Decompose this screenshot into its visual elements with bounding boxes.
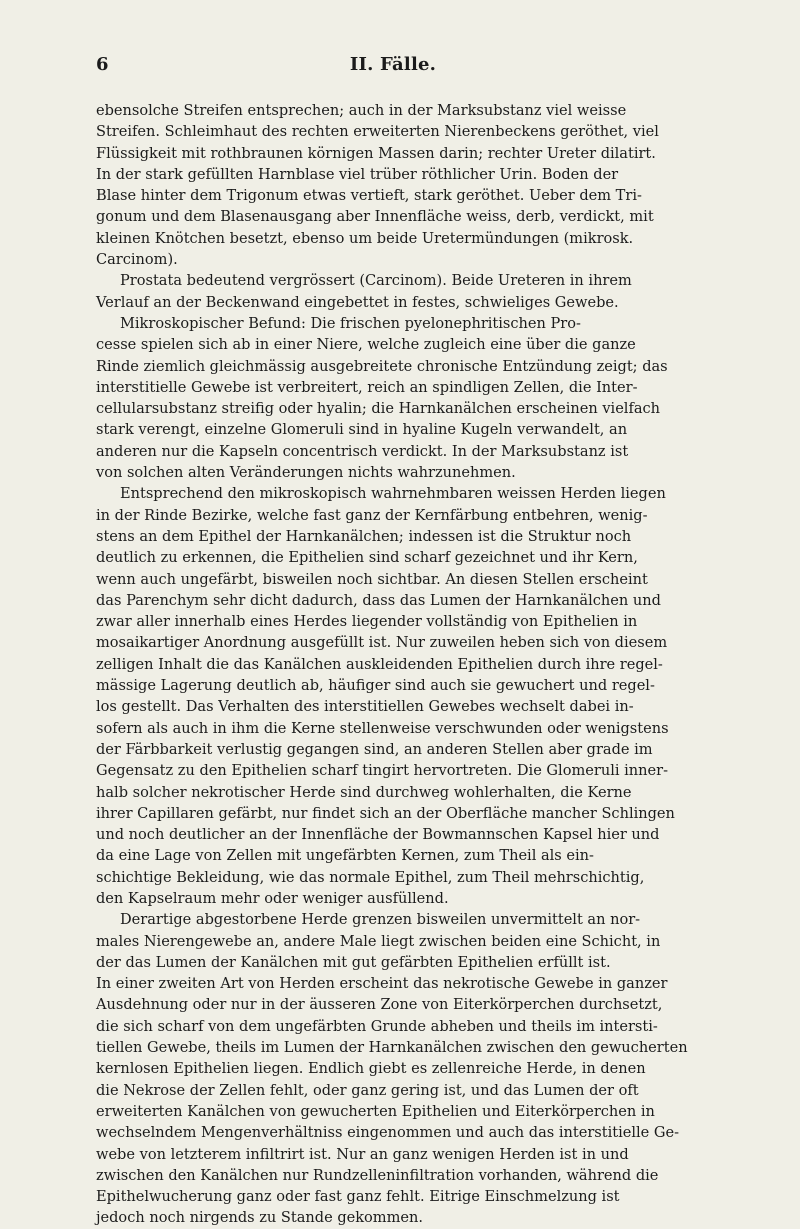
- body-text: [96, 100, 711, 1229]
- text-line: da eine Lage von Zellen mit ungefärbten Kernen, zum Theil als ein-: [96, 847, 594, 865]
- text-line: schichtige Bekleidung, wie das normale Epithel, zum Theil mehrschichtig,: [96, 868, 645, 886]
- page-number: 6: [96, 54, 109, 75]
- text-line: deutlich zu erkennen, die Epithelien sind scharf gezeichnet und ihr Kern,: [96, 549, 638, 567]
- text-line: cesse spielen sich ab in einer Niere, welche zugleich eine über die ganze: [96, 336, 636, 354]
- page-header: [96, 54, 690, 80]
- text-line: in der Rinde Bezirke, welche fast ganz der Kernfärbung entbehren, wenig-: [96, 506, 648, 524]
- text-line: Flüssigkeit mit rothbraunen körnigen Massen darin; rechter Ureter dilatirt.: [96, 144, 656, 162]
- text-line: In einer zweiten Art von Herden erscheint das nekrotische Gewebe in ganzer: [96, 975, 668, 993]
- text-line: zelligen Inhalt die das Kanälchen auskleidenden Epithelien durch ihre regel-: [96, 655, 663, 673]
- text-line: wenn auch ungefärbt, bisweilen noch sichtbar. An diesen Stellen erscheint: [96, 570, 648, 588]
- text-line: den Kapselraum mehr oder weniger ausfüllend.: [96, 889, 449, 907]
- text-line: Derartige abgestorbene Herde grenzen bisweilen unvermittelt an nor-: [120, 911, 641, 929]
- text-line: anderen nur die Kapseln concentrisch verdickt. In der Marksubstanz ist: [96, 442, 629, 460]
- text-line: kleinen Knötchen besetzt, ebenso um beide Uretermündungen (mikrosk.: [96, 229, 634, 247]
- text-line: Mikroskopischer Befund: Die frischen pyelonephritischen Pro-: [120, 314, 581, 332]
- text-line: Carcinom).: [96, 251, 178, 269]
- text-line: der das Lumen der Kanälchen mit gut gefärbten Epithelien erfüllt ist.: [96, 953, 611, 971]
- text-line: wechselndem Mengenverhältniss eingenommen und auch das interstitielle Ge-: [96, 1124, 680, 1142]
- text-line: von solchen alten Veränderungen nichts wahrzunehmen.: [96, 464, 516, 482]
- text-line: Verlauf an der Beckenwand eingebettet in festes, schwieliges Gewebe.: [96, 293, 619, 311]
- text-line: die Nekrose der Zellen fehlt, oder ganz gering ist, und das Lumen der oft: [96, 1081, 639, 1099]
- text-line: zwar aller innerhalb eines Herdes liegender vollständig von Epithelien in: [96, 613, 638, 631]
- text-line: ihrer Capillaren gefärbt, nur findet sich an der Oberfläche mancher Schlingen: [96, 804, 675, 822]
- text-line: halb solcher nekrotischer Herde sind durchweg wohlerhalten, die Kerne: [96, 783, 632, 801]
- text-line: Gegensatz zu den Epithelien scharf tingirt hervortreten. Die Glomeruli inner-: [96, 762, 668, 780]
- text-line: Entsprechend den mikroskopisch wahrnehmbaren weissen Herden liegen: [120, 485, 666, 503]
- text-line: los gestellt. Das Verhalten des interstitiellen Gewebes wechselt dabei in-: [96, 698, 634, 716]
- text-line: mosaikartiger Anordnung ausgefüllt ist. Nur zuweilen heben sich von diesem: [96, 634, 668, 652]
- text-line: und noch deutlicher an der Innenfläche der Bowmannschen Kapsel hier und: [96, 826, 660, 844]
- text-line: Blase hinter dem Trigonum etwas vertieft, stark geröthet. Ueber dem Tri-: [96, 187, 642, 205]
- text-line: kernlosen Epithelien liegen. Endlich giebt es zellenreiche Herde, in denen: [96, 1060, 646, 1078]
- text-line: Streifen. Schleimhaut des rechten erweiterten Nierenbeckens geröthet, viel: [96, 123, 659, 141]
- text-line: males Nierengewebe an, andere Male liegt zwischen beiden eine Schicht, in: [96, 932, 661, 950]
- text-line: mässige Lagerung deutlich ab, häufiger sind auch sie gewuchert und regel-: [96, 677, 655, 695]
- text-line: interstitielle Gewebe ist verbreitert, reich an spindligen Zellen, die Inter-: [96, 378, 638, 396]
- text-line: webe von letzterem infiltrirt ist. Nur an ganz wenigen Herden ist in und: [96, 1145, 629, 1163]
- text-line: stens an dem Epithel der Harnkanälchen; indessen ist die Struktur noch: [96, 527, 632, 545]
- text-line: das Parenchym sehr dicht dadurch, dass das Lumen der Harnkanälchen und: [96, 591, 661, 609]
- text-line: zwischen den Kanälchen nur Rundzelleninfiltration vorhanden, während die: [96, 1166, 659, 1184]
- text-line: die sich scharf von dem ungefärbten Grunde abheben und theils im intersti-: [96, 1017, 658, 1035]
- text-line: gonum und dem Blasenausgang aber Innenfläche weiss, derb, verdickt, mit: [96, 208, 654, 226]
- text-line: der Färbbarkeit verlustig gegangen sind, an anderen Stellen aber grade im: [96, 740, 653, 758]
- text-line: Prostata bedeutend vergrössert (Carcinom). Beide Ureteren in ihrem: [120, 272, 632, 290]
- text-line: In der stark gefüllten Harnblase viel trüber röthlicher Urin. Boden der: [96, 165, 619, 183]
- text-line: jedoch noch nirgends zu Stande gekommen.: [96, 1209, 423, 1227]
- text-line: ebensolche Streifen entsprechen; auch in der Marksubstanz viel weisse: [96, 102, 627, 119]
- text-line: tiellen Gewebe, theils im Lumen der Harnkanälchen zwischen den gewucherten: [96, 1039, 688, 1057]
- text-line: Ausdehnung oder nur in der äusseren Zone von Eiterkörperchen durchsetzt,: [96, 996, 663, 1014]
- text-line: cellularsubstanz streifig oder hyalin; die Harnkanälchen erscheinen vielfach: [96, 400, 661, 418]
- text-line: erweiterten Kanälchen von gewucherten Epithelien und Eiterkörperchen in: [96, 1102, 655, 1120]
- text-line: stark verengt, einzelne Glomeruli sind in hyaline Kugeln verwandelt, an: [96, 421, 628, 439]
- text-line: Epithelwucherung ganz oder fast ganz fehlt. Eitrige Einschmelzung ist: [96, 1188, 620, 1206]
- text-line: sofern als auch in ihm die Kerne stellenweise verschwunden oder wenigstens: [96, 719, 669, 737]
- text-line: Rinde ziemlich gleichmässig ausgebreitete chronische Entzündung zeigt; das: [96, 357, 668, 375]
- running-head-title: II. Fälle.: [349, 54, 437, 75]
